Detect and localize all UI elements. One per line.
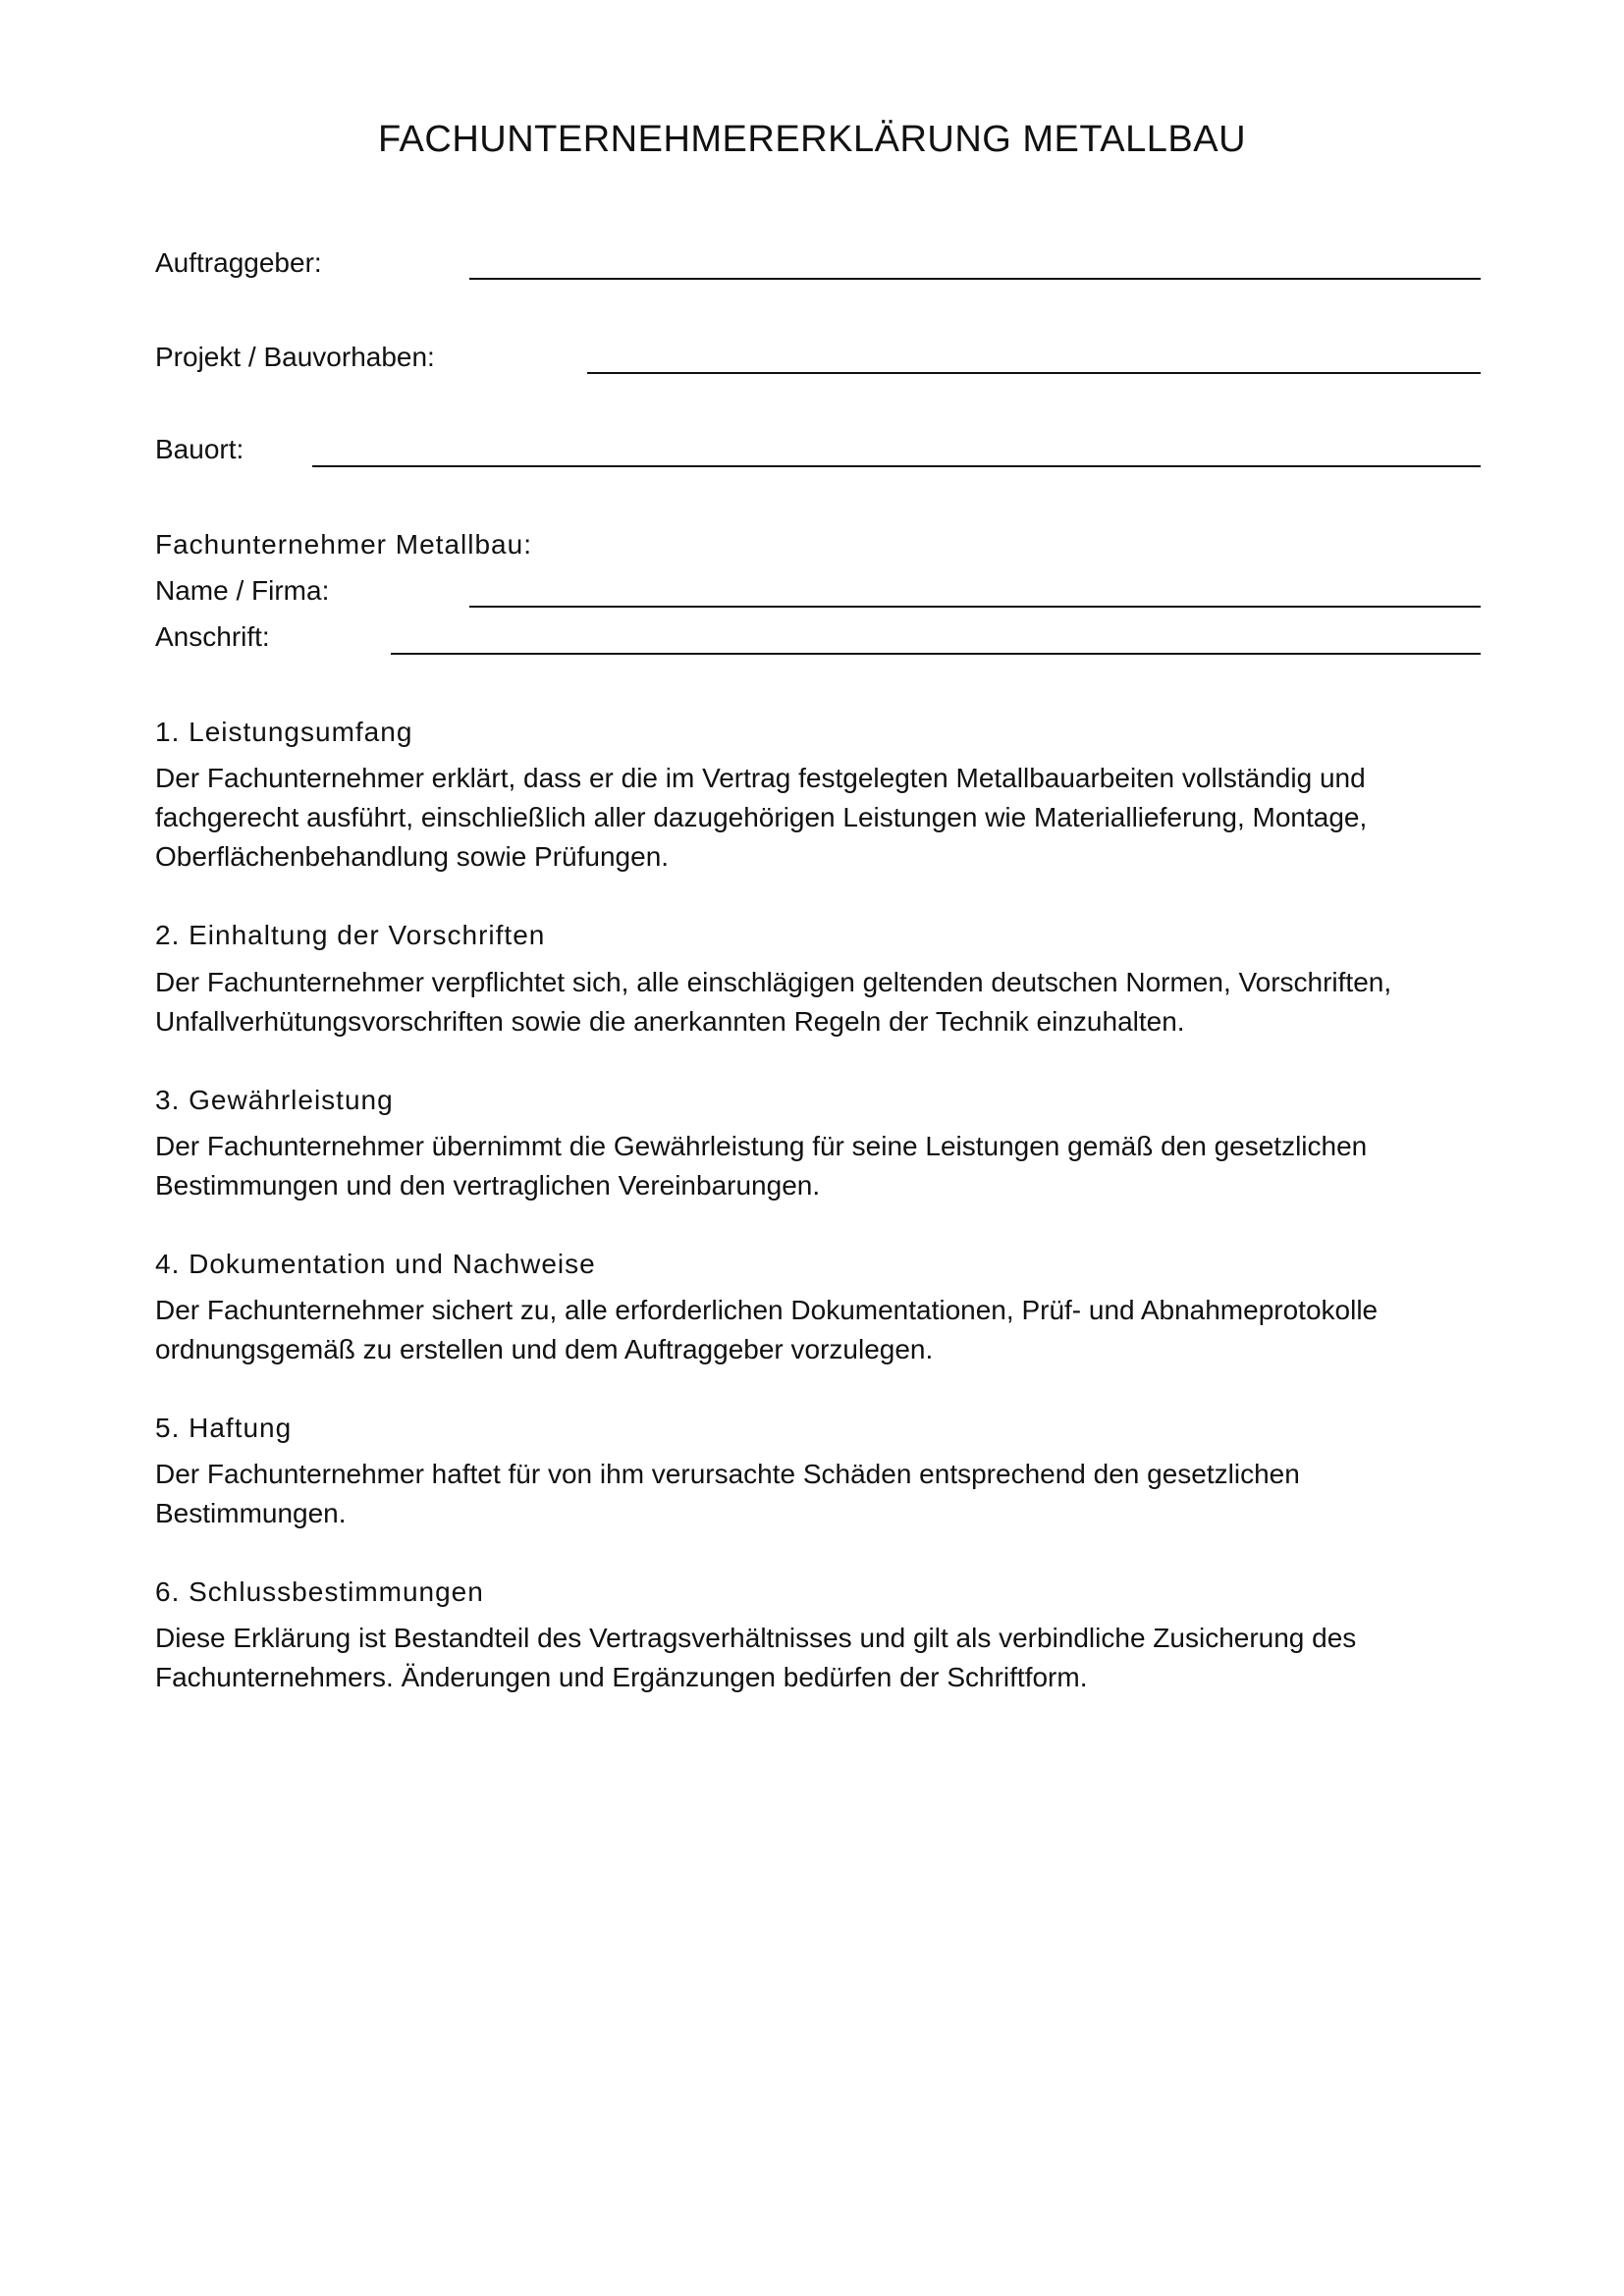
section-line: Fachunternehmers. Änderungen und Ergänzungen bedürfen der Schriftform. [155, 1662, 1088, 1692]
section-heading: 1. Leistungsumfang [155, 717, 413, 747]
section-line: Der Fachunternehmer übernimmt die Gewährleistung für seine Leistungen gemäß den gesetzlichen [155, 1131, 1368, 1161]
section-line: Diese Erklärung ist Bestandteil des Vertragsverhältnisses und gilt als verbindliche Zusicherung des [155, 1623, 1357, 1653]
section-line: Der Fachunternehmer haftet für von ihm verursachte Schäden entsprechend den gesetzlichen [155, 1459, 1300, 1489]
anschrift-field[interactable] [391, 653, 1481, 655]
name-firma-label: Name / Firma: [155, 575, 330, 606]
document-title: FACHUNTERNEHMERERKLÄRUNG METALLBAU [377, 119, 1247, 160]
name-firma-field[interactable] [469, 606, 1481, 608]
projekt-label: Projekt / Bauvorhaben: [155, 342, 435, 372]
section-heading: 6. Schlussbestimmungen [155, 1576, 484, 1607]
auftraggeber-field[interactable] [469, 278, 1481, 280]
section-line: Der Fachunternehmer sichert zu, alle erforderlichen Dokumentationen, Prüf- und Abnahmeprotokolle [155, 1295, 1379, 1325]
section-body [155, 1619, 1490, 1697]
bauort-label: Bauort: [155, 434, 244, 464]
section-line: ordnungsgemäß zu erstellen und dem Auftraggeber vorzulegen. [155, 1334, 934, 1364]
section-line: Unfallverhütungsvorschriften sowie die anerkannten Regeln der Technik einzuhalten. [155, 1006, 1185, 1037]
section-body [155, 759, 1490, 877]
section-heading: 2. Einhaltung der Vorschriften [155, 920, 546, 950]
projekt-field[interactable] [587, 372, 1481, 374]
section-body [155, 1127, 1490, 1205]
section-body [155, 963, 1490, 1041]
section-line: Bestimmungen. [155, 1498, 347, 1528]
section-line: Der Fachunternehmer verpflichtet sich, alle einschlägigen geltenden deutschen Normen, Vorschriften, [155, 967, 1392, 997]
section-body [155, 1455, 1490, 1533]
bauort-field[interactable] [312, 465, 1481, 467]
anschrift-label: Anschrift: [155, 621, 270, 652]
section-line: Oberflächenbehandlung sowie Prüfungen. [155, 841, 670, 872]
section-body [155, 1291, 1490, 1369]
section-line: fachgerecht ausführt, einschließlich aller dazugehörigen Leistungen wie Materiallieferung, Montage, [155, 802, 1368, 832]
contractor-heading: Fachunternehmer Metallbau: [155, 529, 532, 560]
section-heading: 3. Gewährleistung [155, 1085, 394, 1115]
auftraggeber-label: Auftraggeber: [155, 247, 322, 278]
section-heading: 4. Dokumentation und Nachweise [155, 1249, 596, 1279]
section-line: Bestimmungen und den vertraglichen Vereinbarungen. [155, 1170, 821, 1201]
section-line: Der Fachunternehmer erklärt, dass er die im Vertrag festgelegten Metallbauarbeiten vollständig und [155, 763, 1366, 793]
section-heading: 5. Haftung [155, 1413, 293, 1443]
